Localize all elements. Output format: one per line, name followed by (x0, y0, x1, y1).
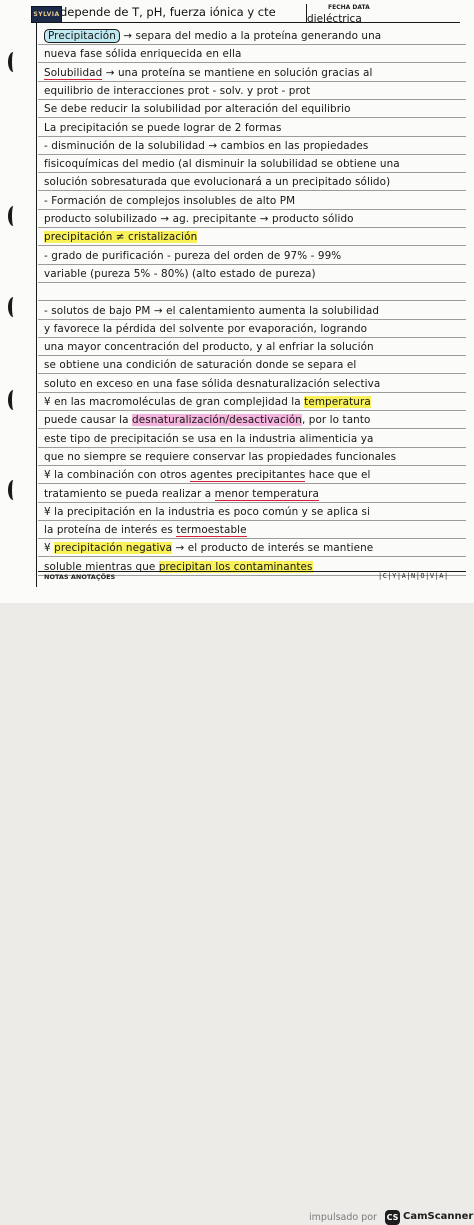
note-text: tratamiento se pueda realizar a (44, 487, 215, 500)
camscanner-icon: CS (385, 1210, 400, 1225)
binder-ring-icon (8, 206, 19, 226)
note-text: la proteína de interés es (44, 524, 177, 537)
note-text: → separa del medio a la proteína generando una (119, 30, 382, 42)
brand-footer: |C|Y|A|N|O|V|A| (378, 572, 449, 580)
ruled-line (38, 62, 466, 63)
note-text: - grado de purificación - pureza del orden de 97% - 99% (44, 249, 342, 262)
ruled-line (38, 81, 466, 82)
date-label: FECHA DATA (328, 4, 370, 11)
note-line (44, 414, 371, 426)
note-line (44, 140, 368, 152)
highlighted-term: precipitación negativa (54, 542, 173, 555)
ruled-line (38, 172, 466, 173)
note-line (44, 542, 373, 554)
note-text: ¥ la combinación con otros (44, 469, 191, 482)
note-line (44, 305, 379, 317)
note-line (44, 396, 371, 408)
ruled-line (38, 209, 466, 210)
ruled-line (38, 447, 466, 448)
note-text: Se debe reducir la solubilidad por alteración del equilibrio (44, 103, 351, 116)
note-line (44, 341, 374, 353)
ruled-line (38, 282, 466, 283)
note-text: equilibrio de interacciones prot - solv. y prot - prot (44, 84, 311, 97)
note-text: ¥ la precipitación en la industria es poco común y se aplica si (44, 505, 371, 518)
powered-by-text: impulsado por (309, 1212, 377, 1223)
header-dielectric: dieléctrica (307, 13, 362, 25)
note-line (44, 195, 295, 207)
note-text: soluto en exceso en una fase sólida desnaturalización selectiva (44, 377, 381, 390)
ruled-line (38, 227, 466, 228)
ruled-line (38, 337, 466, 338)
note-text: ¥ (44, 542, 55, 555)
highlighted-term: termoestable (176, 524, 247, 537)
ruled-line (38, 538, 466, 539)
ruled-line (38, 136, 466, 137)
note-line (44, 323, 367, 335)
highlighted-term: agentes precipitantes (190, 469, 306, 482)
note-text: soluble mientras que (44, 560, 159, 573)
note-line (44, 231, 197, 243)
ruled-line (38, 410, 466, 411)
ruled-line (38, 373, 466, 374)
note-text: que no siempre se requiere conservar las propiedades funcionales (44, 450, 397, 463)
header-rule (38, 22, 460, 23)
note-text: - Formación de complejos insolubles de alto PM (44, 194, 296, 207)
note-text: - solutos de bajo PM → el calentamiento aumenta la solubilidad (44, 304, 380, 317)
ruled-line (38, 190, 466, 191)
note-line (44, 48, 241, 60)
note-text: producto solubilizado → ag. precipitante → producto sólido (44, 213, 354, 225)
notes-label: NOTAS ANOTAÇÕES (44, 573, 116, 581)
note-text: La precipitación se puede lograr de 2 formas (44, 121, 282, 134)
note-line (44, 359, 356, 371)
note-text: - disminución de la solubilidad → cambios en las propiedades (44, 139, 369, 152)
note-line (44, 524, 247, 536)
note-line (44, 378, 380, 390)
ruled-line (38, 245, 466, 246)
ruled-line (38, 44, 466, 45)
ruled-line (38, 483, 466, 484)
note-line (44, 30, 381, 42)
note-text: ¥ en las macromoléculas de gran complejidad la (44, 396, 305, 408)
ruled-line (38, 117, 466, 118)
note-text: hace que el (305, 469, 371, 482)
ruled-line (38, 319, 466, 320)
note-line (44, 250, 341, 262)
note-text: puede causar la (44, 414, 133, 427)
highlighted-term: precipitan los contaminantes (158, 560, 313, 573)
note-text: variable (pureza 5% - 80%) (alto estado de pureza) (44, 267, 316, 280)
note-text: solución sobresaturada que evolucionará a un precipitado sólido) (44, 176, 391, 189)
note-line (44, 469, 370, 481)
note-line (44, 158, 400, 170)
note-line (44, 67, 372, 79)
page-margin-line (36, 22, 37, 587)
note-text: se obtiene una condición de saturación donde se separa el (44, 359, 357, 372)
note-line (44, 122, 282, 134)
ruled-line (38, 428, 466, 429)
note-line (44, 85, 310, 97)
highlighted-term: desnaturalización/desactivación (132, 414, 302, 427)
note-text: fisicoquímicas del medio (al disminuir la solubilidad se obtiene una (44, 158, 400, 171)
note-text: una mayor concentración del producto, y al enfriar la solución (44, 341, 374, 354)
ruled-line (38, 556, 466, 557)
binder-ring-icon (8, 480, 19, 500)
header-topic: depende de T, pH, fuerza iónica y cte (60, 5, 276, 19)
ruled-line (38, 300, 466, 301)
ruled-line (38, 392, 466, 393)
ruled-line (38, 520, 466, 521)
notebook-page (0, 0, 474, 603)
note-text: este tipo de precipitación se usa en la industria alimenticia ya (44, 432, 374, 445)
camscanner-brand: CamScanner (403, 1211, 474, 1222)
highlighted-term: temperatura (304, 396, 371, 408)
note-text: nueva fase sólida enriquecida en ella (44, 48, 242, 61)
ruled-line (38, 99, 466, 100)
note-line (44, 433, 373, 445)
highlighted-term: menor temperatura (214, 487, 319, 500)
note-line (44, 451, 396, 463)
ruled-line (38, 264, 466, 265)
ruled-line (38, 502, 466, 503)
note-line (44, 488, 319, 500)
note-text: , por lo tanto (301, 414, 371, 427)
note-line (44, 268, 316, 280)
highlighted-term: Precipitación (44, 29, 120, 43)
binder-ring-icon (8, 390, 19, 410)
note-line (44, 176, 390, 188)
ruled-line (38, 154, 466, 155)
binder-ring-icon (8, 297, 19, 317)
highlighted-term: precipitación ≠ cristalización (44, 231, 198, 244)
notebook-logo: SYLVIA (31, 6, 62, 23)
scanner-footer (0, 603, 474, 1223)
note-line (44, 213, 354, 225)
note-text: → el producto de interés se mantiene (172, 542, 374, 555)
note-line (44, 103, 351, 115)
note-line (44, 506, 370, 518)
binder-ring-icon (8, 52, 19, 72)
note-text: → una proteína se mantiene en solución gracias al (102, 66, 373, 79)
ruled-line (38, 355, 466, 356)
highlighted-term: Solubilidad (44, 66, 103, 79)
note-text: y favorece la pérdida del solvente por evaporación, logrando (44, 322, 368, 335)
ruled-line (38, 465, 466, 466)
